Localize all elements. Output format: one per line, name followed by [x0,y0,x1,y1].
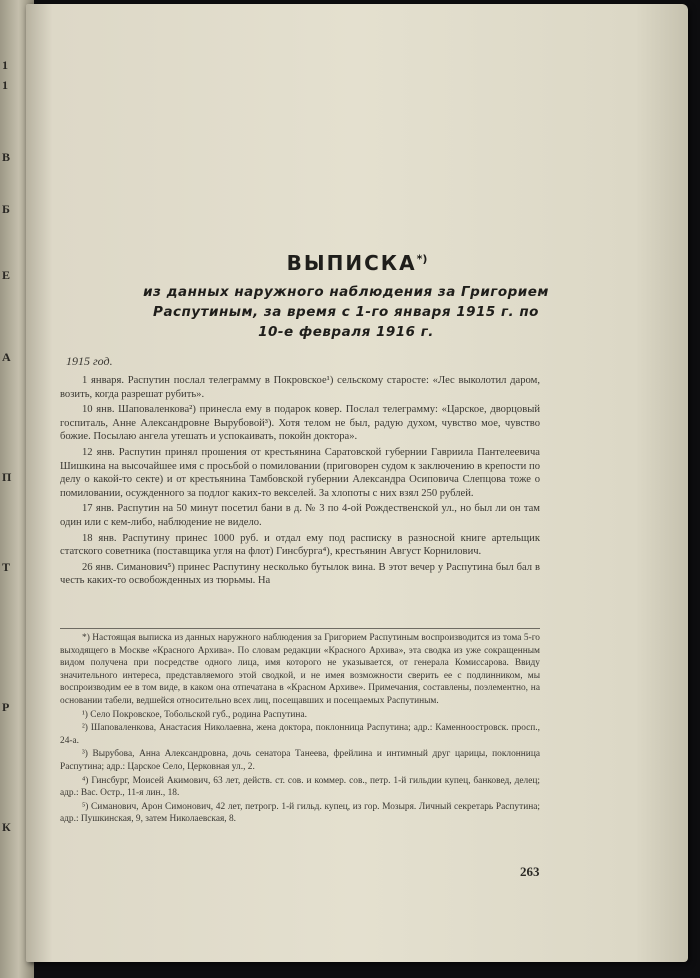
footnotes [60,632,540,827]
document-title: ВЫПИСКА*) [286,251,428,275]
footnote: *) Настоящая выписка из данных наружного наблюдения за Григорием Распутиным воспроизводится из тома 5-го выходящего в Москве «Красного Архива». По словам редакции «Красного Архива», эта сводка из уже сокращенным видом получена при посредстве одного лица, имя которого не указывается, от генерала Комиссарова. Ввиду значительного интереса, представляемого этой сводкой, и не имея возможности сверить ее с подлинником, мы воспроизводим ее в том виде, в каком она отпечатана в «Красном Архиве». Примечания, составлены, поэлементно, на основании табели, ведшейся относительно всех лиц, посещавших и посещаемых Распутиным. [60,633,540,706]
diary-entry: 18 янв. Распутину принес 1000 руб. и отдал ему под расписку в разносной книге артельщик статского советника (поставщика угля на флот) Гинсбурга⁴), крестьянин Август Корнилович. [60,532,540,558]
footnote: ³) Вырубова, Анна Александровна, дочь сенатора Танеева, фрейлина и интимный друг царицы, поклонница Распутина; адр.: Царское Село, Церковная ул., 2. [60,749,540,772]
subtitle-line: 10-е февраля 1916 г. [258,324,434,340]
book-page [26,4,688,962]
margin-mark: К [2,820,11,834]
title-footnote-mark: *) [416,252,428,266]
diary-entry: 12 янв. Распутин принял прошения от крестьянина Саратовской губернии Гавриила Пантелеевича Шишкина на высочайшее имя с просьбой о помиловании (приговорен судом к заключению в крепости по делу о какой-то секте) и от крестьянина Тамбовской губернии Александра Осиповича Слепцова тоже о помиловании, осужденного за подлог каких-то векселей. За хлопоты с них взял 250 рублей. [60,446,540,499]
footnote: ⁴) Гинсбург, Моисей Акимович, 63 лет, действ. ст. сов. и коммер. сов., петр. 1-й гильдии купец, банковед, делец; адр.: Вас. Остр., 11-я лин., 18. [60,775,540,799]
diary-entry: 26 янв. Симанович⁵) принес Распутину несколько бутылок вина. В этот вечер у Распутина был бал в честь каких-то освобожденных из тюрьмы. На [60,561,540,587]
diary-entry: 17 янв. Распутин на 50 минут посетил бани в д. № 3 по 4-ой Рождественской ул., но был ли он там один или с кем-либо, наблюдение не видело. [60,503,540,528]
footnote-divider [60,628,540,629]
margin-mark: В [2,150,11,164]
margin-mark: Е [2,268,11,282]
margin-mark: 1 [2,78,8,92]
subtitle-line: из данных наружного наблюдения за Григорием [143,284,549,300]
footnote: ⁵) Симанович, Арон Симонович, 42 лет, петрогр. 1-й гильд. купец, из гор. Мозыря. Личный секретарь Распутина; адр.: Пушкинская, 9, затем Николаевская, 8. [60,801,540,825]
margin-mark: П [2,470,12,484]
year-heading: 1915 год. [66,354,113,368]
margin-mark: Б [2,202,10,216]
subtitle-line: Распутиным, за время с 1-го января 1915 г. по [153,304,539,320]
footnote: ²) Шаповаленкова, Анастасия Николаевна, жена доктора, поклонница Распутина; адр.: Каменноостровск. просп., 24-а. [60,723,540,746]
margin-mark: Р [2,700,10,714]
document-subtitle [86,282,606,342]
diary-entry: 1 января. Распутин послал телеграмму в Покровское¹) сельскому старосте: «Лес выколотил даром, возить, когда разрешат рубить». [60,375,540,400]
margin-mark: 1 [2,58,8,72]
margin-mark: А [2,350,11,364]
body-text [60,374,540,590]
diary-entry: 10 янв. Шаповаленкова²) принесла ему в подарок ковер. Послал телеграмму: «Царское, дворцовый госпиталь, Анне Александровне Вырубовой³). Хотя телом не был, радую духом, чувство мое, чувство божие. Посылаю ангела утешать и успокаивать, покойн доктора». [60,404,540,443]
footnote: ¹) Село Покровское, Тобольской губ., родина Распутина. [82,709,307,720]
page-number: 263 [520,864,540,879]
margin-mark: Т [2,560,11,574]
